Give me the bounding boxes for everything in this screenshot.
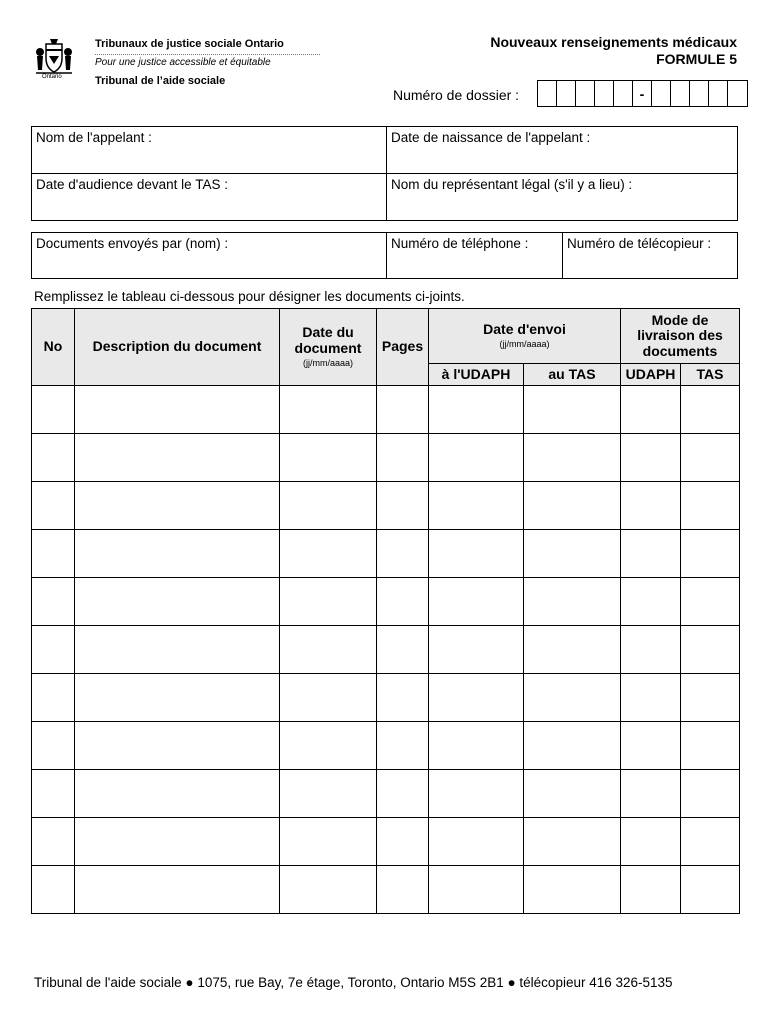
cell-sent-tas[interactable]: [524, 722, 621, 770]
file-digit-box[interactable]: [671, 81, 690, 106]
cell-pages[interactable]: [377, 626, 429, 674]
form-number: FORMULE 5: [656, 51, 737, 67]
file-number-separator: -: [633, 81, 652, 106]
cell-sent-udaph[interactable]: [429, 482, 524, 530]
cell-sent-udaph[interactable]: [429, 818, 524, 866]
cell-description[interactable]: [75, 386, 280, 434]
documents-table: [31, 308, 740, 914]
file-digit-box[interactable]: [728, 81, 747, 106]
cell-delivery-udaph[interactable]: [621, 866, 681, 914]
file-number-boxes: [537, 80, 748, 107]
cell-sent-udaph[interactable]: [429, 434, 524, 482]
cell-delivery-udaph[interactable]: [621, 770, 681, 818]
cell-sent-udaph[interactable]: [429, 674, 524, 722]
hearing-date-field[interactable]: [32, 174, 386, 220]
cell-doc-date[interactable]: [280, 770, 377, 818]
sent-by-field[interactable]: [32, 233, 386, 278]
cell-description[interactable]: [75, 866, 280, 914]
cell-sent-udaph[interactable]: [429, 530, 524, 578]
cell-pages[interactable]: [377, 818, 429, 866]
instructions: Remplissez le tableau ci-dessous pour désigner les documents ci-joints.: [34, 289, 465, 304]
legal-rep-label: Nom du représentant légal (s'il y a lieu) :: [391, 177, 633, 192]
cell-sent-udaph[interactable]: [429, 578, 524, 626]
cell-pages[interactable]: [377, 866, 429, 914]
cell-sent-tas[interactable]: [524, 482, 621, 530]
cell-description[interactable]: [75, 482, 280, 530]
cell-delivery-udaph[interactable]: [621, 722, 681, 770]
file-digit-box[interactable]: [614, 81, 633, 106]
file-digit-box[interactable]: [652, 81, 671, 106]
cell-sent-tas[interactable]: [524, 434, 621, 482]
file-digit-box[interactable]: [595, 81, 614, 106]
cell-delivery-tas[interactable]: [681, 674, 740, 722]
legal-rep-field[interactable]: [386, 174, 737, 220]
appellant-info-grid: [31, 126, 738, 221]
cell-pages[interactable]: [377, 434, 429, 482]
cell-sent-tas[interactable]: [524, 674, 621, 722]
cell-pages[interactable]: [377, 482, 429, 530]
cell-pages[interactable]: [377, 722, 429, 770]
cell-no[interactable]: [32, 434, 75, 482]
cell-no[interactable]: [32, 722, 75, 770]
cell-description[interactable]: [75, 578, 280, 626]
phone-field[interactable]: [386, 233, 562, 278]
table-row: [32, 482, 740, 530]
cell-no[interactable]: [32, 482, 75, 530]
cell-doc-date[interactable]: [280, 866, 377, 914]
cell-delivery-udaph[interactable]: [621, 434, 681, 482]
appellant-name-field[interactable]: [32, 127, 386, 173]
cell-delivery-tas[interactable]: [681, 386, 740, 434]
table-row: [32, 674, 740, 722]
table-row: [32, 770, 740, 818]
cell-delivery-udaph[interactable]: [621, 530, 681, 578]
footer-address: Tribunal de l'aide sociale ● 1075, rue Bay, 7e étage, Toronto, Ontario M5S 2B1 ● télécopieur 416 326-5135: [34, 975, 673, 990]
cell-delivery-udaph[interactable]: [621, 386, 681, 434]
cell-pages[interactable]: [377, 770, 429, 818]
cell-delivery-tas[interactable]: [681, 578, 740, 626]
table-row: [32, 578, 740, 626]
org-name: Tribunaux de justice sociale Ontario: [95, 38, 284, 50]
cell-delivery-udaph[interactable]: [621, 482, 681, 530]
cell-sent-tas[interactable]: [524, 866, 621, 914]
cell-doc-date[interactable]: [280, 530, 377, 578]
cell-doc-date[interactable]: [280, 434, 377, 482]
cell-doc-date[interactable]: [280, 482, 377, 530]
cell-pages[interactable]: [377, 578, 429, 626]
cell-description[interactable]: [75, 530, 280, 578]
cell-no[interactable]: [32, 866, 75, 914]
org-motto: Pour une justice accessible et équitable: [95, 57, 271, 68]
col-header-sent-date: Date d'envoi (jj/mm/aaaa): [429, 309, 621, 364]
col-header-delivery-udaph: UDAPH: [621, 364, 681, 386]
cell-doc-date[interactable]: [280, 722, 377, 770]
cell-doc-date[interactable]: [280, 674, 377, 722]
cell-sent-tas[interactable]: [524, 818, 621, 866]
cell-delivery-udaph[interactable]: [621, 674, 681, 722]
file-digit-box[interactable]: [538, 81, 557, 106]
cell-delivery-udaph[interactable]: [621, 818, 681, 866]
crest-caption: Ontario: [42, 74, 62, 80]
cell-description[interactable]: [75, 722, 280, 770]
cell-doc-date[interactable]: [280, 818, 377, 866]
cell-doc-date[interactable]: [280, 386, 377, 434]
col-header-delivery: Mode de livraison des documents: [621, 309, 740, 364]
cell-pages[interactable]: [377, 530, 429, 578]
cell-pages[interactable]: [377, 674, 429, 722]
cell-no[interactable]: [32, 770, 75, 818]
file-digit-box[interactable]: [557, 81, 576, 106]
cell-delivery-tas[interactable]: [681, 722, 740, 770]
cell-doc-date[interactable]: [280, 578, 377, 626]
file-number-label: Numéro de dossier :: [393, 87, 520, 103]
cell-delivery-tas[interactable]: [681, 770, 740, 818]
cell-description[interactable]: [75, 770, 280, 818]
file-digit-box[interactable]: [709, 81, 728, 106]
cell-sent-udaph[interactable]: [429, 770, 524, 818]
sent-by-label: Documents envoyés par (nom) :: [36, 236, 229, 251]
table-row: [32, 386, 740, 434]
col-header-delivery-tas: TAS: [681, 364, 740, 386]
cell-no[interactable]: [32, 818, 75, 866]
cell-delivery-udaph[interactable]: [621, 626, 681, 674]
cell-sent-tas[interactable]: [524, 770, 621, 818]
cell-sent-tas[interactable]: [524, 530, 621, 578]
cell-description[interactable]: [75, 626, 280, 674]
col-header-description: Description du document: [75, 309, 280, 386]
fax-field[interactable]: [562, 233, 737, 278]
appellant-dob-label: Date de naissance de l'appelant :: [391, 130, 591, 145]
cell-delivery-tas[interactable]: [681, 866, 740, 914]
table-row: [32, 722, 740, 770]
cell-delivery-tas[interactable]: [681, 530, 740, 578]
phone-label: Numéro de téléphone :: [391, 236, 529, 251]
table-row: [32, 434, 740, 482]
sender-info-grid: [31, 232, 738, 279]
cell-sent-tas[interactable]: [524, 626, 621, 674]
table-row: [32, 818, 740, 866]
col-header-sent-udaph: à l'UDAPH: [429, 364, 524, 386]
cell-description[interactable]: [75, 818, 280, 866]
appellant-name-label: Nom de l'appelant :: [36, 130, 152, 145]
cell-delivery-tas[interactable]: [681, 818, 740, 866]
cell-sent-udaph[interactable]: [429, 722, 524, 770]
cell-description[interactable]: [75, 434, 280, 482]
cell-sent-udaph[interactable]: [429, 386, 524, 434]
hearing-date-label: Date d'audience devant le TAS :: [36, 177, 228, 192]
tribunal-name: Tribunal de l’aide sociale: [95, 75, 226, 87]
file-digit-box[interactable]: [690, 81, 709, 106]
col-header-no: No: [32, 309, 75, 386]
table-row: [32, 866, 740, 914]
sent-format-note: (jj/mm/aaaa): [499, 339, 550, 350]
form-title: Nouveaux renseignements médicaux: [490, 34, 737, 50]
file-digit-box[interactable]: [576, 81, 595, 106]
cell-no[interactable]: [32, 386, 75, 434]
cell-pages[interactable]: [377, 386, 429, 434]
cell-sent-udaph[interactable]: [429, 626, 524, 674]
cell-no[interactable]: [32, 674, 75, 722]
col-header-doc-date: Date du document (jj/mm/aaaa): [280, 309, 377, 386]
appellant-dob-field[interactable]: [386, 127, 737, 173]
cell-no[interactable]: [32, 578, 75, 626]
cell-delivery-tas[interactable]: [681, 434, 740, 482]
table-row: [32, 626, 740, 674]
cell-description[interactable]: [75, 674, 280, 722]
cell-delivery-tas[interactable]: [681, 482, 740, 530]
header-divider: [95, 54, 320, 55]
col-header-sent-tas: au TAS: [524, 364, 621, 386]
date-format-note: (jj/mm/aaaa): [302, 357, 353, 368]
cell-no[interactable]: [32, 626, 75, 674]
cell-no[interactable]: [32, 530, 75, 578]
ontario-coat-of-arms-icon: [34, 36, 74, 76]
cell-sent-tas[interactable]: [524, 578, 621, 626]
col-header-pages: Pages: [377, 309, 429, 386]
table-row: [32, 530, 740, 578]
cell-doc-date[interactable]: [280, 626, 377, 674]
cell-delivery-udaph[interactable]: [621, 578, 681, 626]
cell-sent-udaph[interactable]: [429, 866, 524, 914]
cell-sent-tas[interactable]: [524, 386, 621, 434]
cell-delivery-tas[interactable]: [681, 626, 740, 674]
fax-label: Numéro de télécopieur :: [567, 236, 712, 251]
